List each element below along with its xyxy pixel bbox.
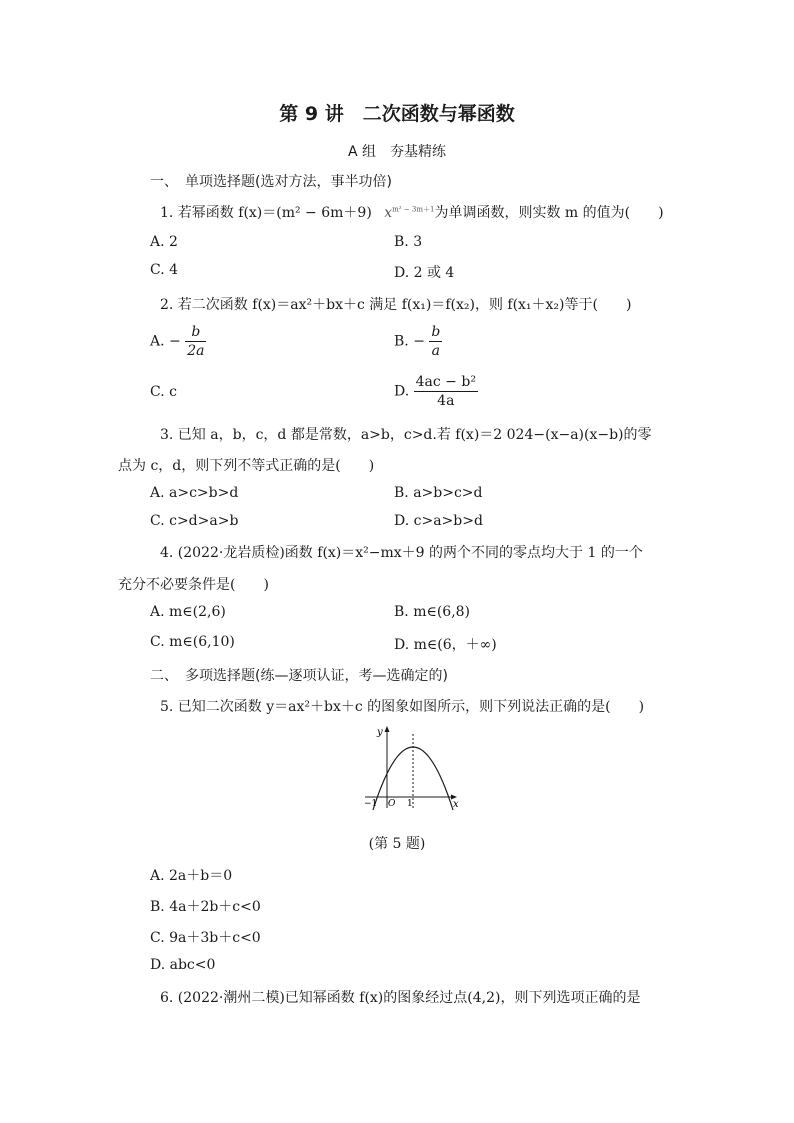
question-5-option-a[interactable]: A. 2a＋b＝0: [150, 868, 233, 884]
origin-label: O: [388, 799, 396, 809]
fraction: $\frac{b}{2a}$: [187, 324, 205, 359]
question-4-line-1: 4. (2022·龙岩质检)函数 f(x)＝x²−mx＋9 的两个不同的零点均大于 1 的一个: [160, 545, 643, 561]
question-5-parabola-figure: [355, 722, 465, 814]
fraction: $\frac{\text{4ac − b²}}{4a}$: [415, 374, 476, 409]
group-heading: A 组 夯基精练: [347, 144, 447, 160]
question-4-option-b[interactable]: B. m∈(6,8): [394, 604, 471, 620]
question-1-stem-a: 1. 若幂函数 f(x)＝(m² − 6m＋9): [160, 205, 372, 221]
question-2-stem: 2. 若二次函数 f(x)＝ax²＋bx＋c 满足 f(x₁)＝f(x₂)，则 f(x₁＋x₂)等于( ): [160, 297, 632, 313]
y-axis-label: y: [377, 727, 383, 738]
section-heading-single-choice: 一、 单项选择题(选对方法，事半功倍): [150, 174, 392, 190]
question-4-line-2: 充分不必要条件是( ): [118, 577, 269, 593]
question-2-option-c[interactable]: C. c: [150, 384, 177, 400]
y-axis-arrow: [385, 726, 390, 732]
question-3-option-a[interactable]: A. a>c>b>d: [150, 485, 239, 501]
tick-label-neg-1: −1: [364, 799, 378, 809]
question-6-line-1: 6. (2022·潮州二模)已知幂函数 f(x)的图象经过点(4,2)，则下列选项正确的是: [160, 990, 641, 1006]
question-4-option-d[interactable]: D. m∈(6，＋∞): [394, 637, 497, 653]
question-1-stem-b: 为单调函数，则实数 m 的值为( ): [434, 205, 664, 221]
question-5-option-b[interactable]: B. 4a＋2b＋c<0: [150, 899, 261, 915]
fraction: $\frac{b}{a}$: [431, 324, 441, 359]
question-3-line-1: 3. 已知 a，b，c，d 都是常数，a>b，c>d.若 f(x)＝2 024−(x−a)(x−b)的零: [160, 427, 652, 443]
figure-caption: (第 5 题): [368, 836, 426, 852]
question-5-option-c[interactable]: C. 9a＋3b＋c<0: [150, 930, 261, 946]
question-4-option-a[interactable]: A. m∈(2,6): [150, 604, 226, 620]
question-5-option-d[interactable]: D. abc<0: [150, 957, 216, 973]
question-2-option-b[interactable]: B. − $\frac{b}{a}$: [394, 324, 441, 359]
question-3-line-2: 点为 c，d，则下列不等式正确的是( ): [118, 458, 375, 474]
section-heading-multiple-choice: 二、 多项选择题(练—逐项认证，考—选确定的): [150, 668, 448, 684]
question-3-option-d[interactable]: D. c>a>b>d: [394, 513, 483, 529]
tick-label-1: 1: [407, 799, 413, 809]
question-3-option-b[interactable]: B. a>b>c>d: [394, 485, 483, 501]
question-1-option-c[interactable]: C. 4: [150, 262, 179, 278]
question-3-option-c[interactable]: C. c>d>a>b: [150, 513, 239, 529]
question-1-option-d[interactable]: D. 2 或 4: [394, 265, 455, 281]
question-1-option-b[interactable]: B. 3: [394, 234, 423, 250]
question-2-option-d[interactable]: D. $\frac{\text{4ac − b²}}{4a}$: [394, 374, 476, 409]
page-title: 第 9 讲 二次函数与幂函数: [279, 103, 515, 125]
question-1-option-a[interactable]: A. 2: [150, 234, 178, 250]
question-1-power: $x^{m^2 - 3m+1}$: [384, 205, 435, 221]
question-2-option-a[interactable]: A. − $\frac{b}{2a}$: [150, 324, 205, 359]
question-4-option-c[interactable]: C. m∈(6,10): [150, 634, 235, 650]
x-axis-label: x: [453, 799, 459, 810]
question-5-stem: 5. 已知二次函数 y＝ax²＋bx＋c 的图象如图所示，则下列说法正确的是( ): [160, 699, 645, 715]
question-1: [160, 202, 664, 222]
